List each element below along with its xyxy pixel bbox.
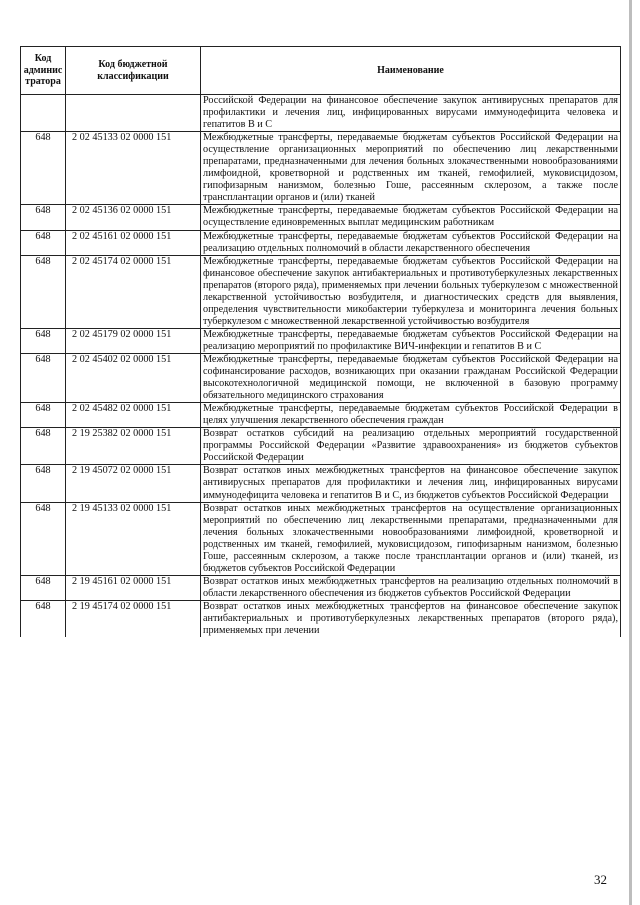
row-name: Межбюджетные трансферты, передаваемые бюджетам субъектов Российской Федерации на осуществление единовременных выплат медицинским работникам — [201, 205, 621, 230]
row-name: Межбюджетные трансферты, передаваемые бюджетам субъектов Российской Федерации на финансовое обеспечение закупок антибактериальных и противотуберкулезных лекарственных препаратов (второго ряда), применяемых при лечении больных туберкулезом с множественной лекарственной устойчивостью возбудителя, и диагностических средств для выявления, определения чувствительности микобактерии туберкулеза и мониторинга лечения больных туберкулезом с множественной лекарственной устойчивостью возбудителя — [201, 255, 621, 328]
row-admin-code: 648 — [21, 353, 66, 402]
row-name: Возврат остатков иных межбюджетных трансфертов на осуществление организационных мероприятий по обеспечению лиц лекарственными препаратами, предназначенными для лечения больных злокачественными новообразованиями лимфоидной, кроветворной и родственных им тканей, гемофилией, муковисцидозом, гипофизарным нанизмом, болезнью Гоше, рассеянным склерозом, а также после трансплантации органов и (или) тканей, из бюджетов субъектов Российской Федерации — [201, 502, 621, 575]
table-row — [21, 502, 621, 575]
table-row — [21, 575, 621, 600]
row-admin-code: 648 — [21, 205, 66, 230]
table-row — [21, 255, 621, 328]
row-admin-code: 648 — [21, 465, 66, 502]
row-admin-code: 648 — [21, 403, 66, 428]
row-name: Межбюджетные трансферты, передаваемые бюджетам субъектов Российской Федерации на реализацию отдельных полномочий в области лекарственного обеспечения — [201, 230, 621, 255]
row-name: Межбюджетные трансферты, передаваемые бюджетам субъектов Российской Федерации на софинансирование расходов, возникающих при оказании гражданам Российской Федерации высокотехнологичной медицинской помощи, не включенной в базовую программу обязательного медицинского страхования — [201, 353, 621, 402]
row-budget-code: 2 02 45179 02 0000 151 — [66, 328, 201, 353]
row-name: Межбюджетные трансферты, передаваемые бюджетам субъектов Российской Федерации на осуществление организационных мероприятий по обеспечению лиц лекарственными препаратами, предназначенными для лечения больных злокачественными новообразованиями лимфоидной, кроветворной и родственных им тканей, гемофилией, муковисцидозом, гипофизарным нанизмом, болезнью Гоше, рассеянным склерозом, а также после трансплантации органов и (или) тканей — [201, 132, 621, 205]
row-budget-code: 2 02 45174 02 0000 151 — [66, 255, 201, 328]
header-name: Наименование — [201, 47, 621, 95]
table-row — [21, 353, 621, 402]
row-name: Возврат остатков иных межбюджетных трансфертов на финансовое обеспечение закупок антибактериальных и противотуберкулезных лекарственных препаратов (второго ряда), применяемых при лечении — [201, 600, 621, 637]
row-budget-code: 2 02 45161 02 0000 151 — [66, 230, 201, 255]
table-body — [21, 95, 621, 638]
table-row — [21, 328, 621, 353]
row-admin-code: 648 — [21, 600, 66, 637]
row-name: Возврат остатков иных межбюджетных трансфертов на реализацию отдельных полномочий в области лекарственного обеспечения из бюджетов субъектов Российской Федерации — [201, 575, 621, 600]
table-row — [21, 465, 621, 502]
table-row — [21, 205, 621, 230]
row-admin-code — [21, 95, 66, 132]
budget-codes-table — [20, 46, 621, 637]
row-admin-code: 648 — [21, 328, 66, 353]
row-admin-code: 648 — [21, 255, 66, 328]
header-budget-code: Код бюджетной классификации — [66, 47, 201, 95]
page-edge-shadow — [629, 0, 632, 905]
table-header-row — [21, 47, 621, 95]
row-budget-code: 2 02 45402 02 0000 151 — [66, 353, 201, 402]
page-number: 32 — [594, 872, 607, 887]
row-admin-code: 648 — [21, 132, 66, 205]
row-admin-code: 648 — [21, 575, 66, 600]
table-row — [21, 403, 621, 428]
row-name: Возврат остатков субсидий на реализацию отдельных мероприятий государственной программы Российской Федерации «Развитие здравоохранения» из бюджетов субъектов Российской Федерации — [201, 428, 621, 465]
row-budget-code: 2 19 45161 02 0000 151 — [66, 575, 201, 600]
row-budget-code: 2 19 45072 02 0000 151 — [66, 465, 201, 502]
table-row — [21, 95, 621, 132]
row-name: Межбюджетные трансферты, передаваемые бюджетам субъектов Российской Федерации на реализацию мероприятий по профилактике ВИЧ-инфекции и гепатитов В и С — [201, 328, 621, 353]
row-admin-code: 648 — [21, 428, 66, 465]
row-name: Российской Федерации на финансовое обеспечение закупок антивирусных препаратов для профилактики и лечения лиц, инфицированных вирусами иммунодефицита человека и гепатитов В и С — [201, 95, 621, 132]
table-row — [21, 428, 621, 465]
row-name: Межбюджетные трансферты, передаваемые бюджетам субъектов Российской Федерации в целях улучшения лекарственного обеспечения граждан — [201, 403, 621, 428]
row-admin-code: 648 — [21, 230, 66, 255]
row-budget-code — [66, 95, 201, 132]
row-budget-code: 2 02 45133 02 0000 151 — [66, 132, 201, 205]
row-name: Возврат остатков иных межбюджетных трансфертов на финансовое обеспечение закупок антивирусных препаратов для профилактики и лечения лиц, инфицированных вирусами иммунодефицита человека и гепатитов В и С, из бюджетов субъектов Российской Федерации — [201, 465, 621, 502]
row-budget-code: 2 02 45136 02 0000 151 — [66, 205, 201, 230]
table-row — [21, 600, 621, 637]
row-budget-code: 2 19 45133 02 0000 151 — [66, 502, 201, 575]
header-admin-code: Код админис тратора — [21, 47, 66, 95]
row-budget-code: 2 19 45174 02 0000 151 — [66, 600, 201, 637]
row-budget-code: 2 02 45482 02 0000 151 — [66, 403, 201, 428]
table-row — [21, 230, 621, 255]
row-admin-code: 648 — [21, 502, 66, 575]
row-budget-code: 2 19 25382 02 0000 151 — [66, 428, 201, 465]
table-row — [21, 132, 621, 205]
